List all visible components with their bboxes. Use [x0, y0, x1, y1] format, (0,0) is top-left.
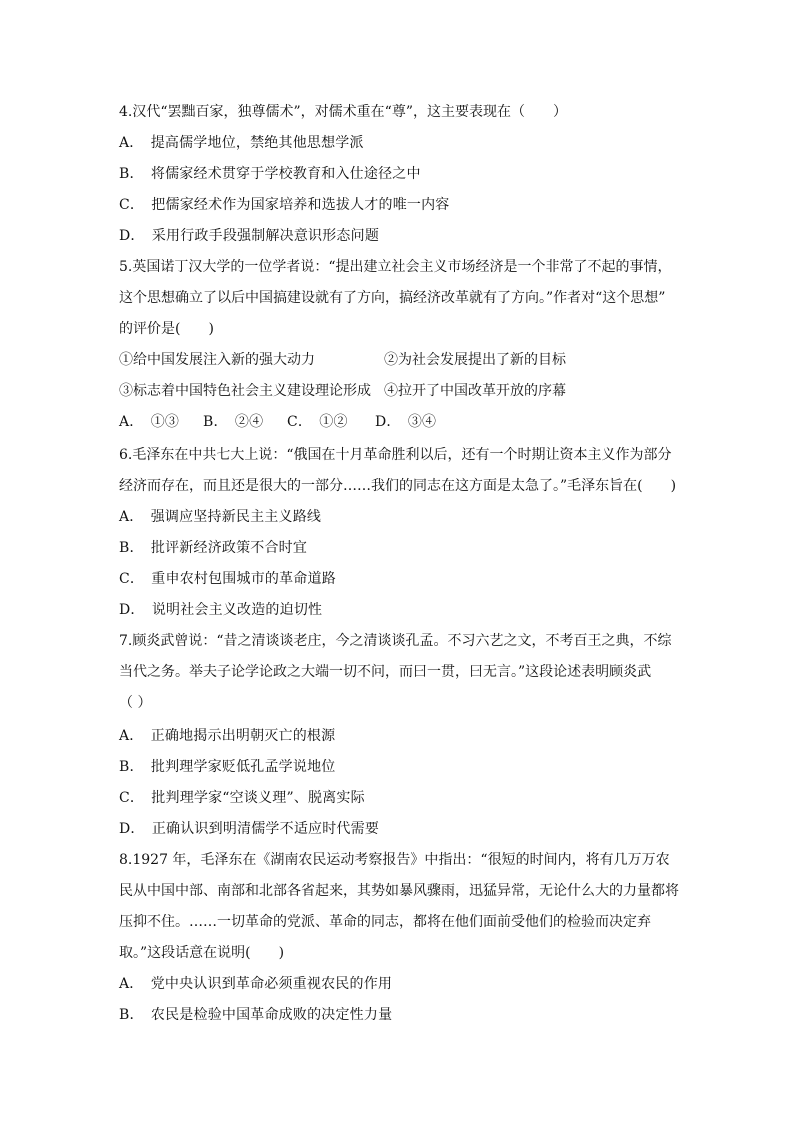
question-6-option-d: D． 说明社会主义改造的迫切性	[119, 602, 323, 618]
question-7-option-a: A． 正确地揭示出明朝灭亡的根源	[119, 728, 336, 744]
question-8-stem-line-2: 民从中国中部、南部和北部各省起来，其势如暴风骤雨，迅猛异常，无论什么大的力量都将	[119, 883, 679, 899]
question-4-option-c: C． 把儒家经术作为国家培养和选拔人才的唯一内容	[119, 197, 450, 213]
question-5-item-4: ④拉开了中国改革开放的序幕	[384, 383, 566, 399]
question-7-stem-line-1: 7.顾炎武曾说：“昔之清谈谈老庄，今之清谈谈孔孟。不习六艺之文，不考百王之典，不综	[119, 633, 672, 649]
question-8-option-b: B． 农民是检验中国革命成败的决定性力量	[119, 1007, 393, 1023]
question-5-option-c: C． ①②	[287, 414, 348, 430]
question-5-stem-line-3: 的评价是( )	[119, 321, 214, 337]
question-5-item-1: ①给中国发展注入新的强大动力	[119, 352, 315, 368]
question-4-option-a: A． 提高儒学地位，禁绝其他思想学派	[119, 135, 364, 151]
question-5-option-d: D． ③④	[375, 414, 437, 430]
question-7-option-c: C． 批判理学家“空谈义理”、脱离实际	[119, 790, 365, 806]
question-5-item-3: ③标志着中国特色社会主义建设理论形成	[119, 383, 371, 399]
question-6-option-a: A． 强调应坚持新民主主义路线	[119, 509, 322, 525]
question-6-stem-line-2: 经济而存在，而且还是很大的一部分……我们的同志在这方面是太急了。”毛泽东旨在( )	[119, 478, 677, 494]
question-7-option-b: B． 批判理学家贬低孔孟学说地位	[119, 759, 336, 775]
question-6-option-b: B． 批评新经济政策不合时宜	[119, 540, 308, 556]
question-5-stem-line-1: 5.英国诺丁汉大学的一位学者说：“提出建立社会主义市场经济是一个非常了不起的事情，	[119, 259, 672, 275]
question-7-option-d: D． 正确认识到明清儒学不适应时代需要	[119, 821, 380, 837]
question-5-stem-line-2: 这个思想确立了以后中国搞建设就有了方向，搞经济改革就有了方向。”作者对“这个思想”	[119, 290, 666, 306]
question-7-stem-line-3: （ ）	[119, 695, 152, 711]
question-7-stem-line-2: 当代之务。举夫子论学论政之大端一切不问，而曰一贯，曰无言。”这段论述表明顾炎武	[119, 664, 652, 680]
question-8-stem-line-1: 8.1927 年，毛泽东在《湖南农民运动考察报告》中指出：“很短的时间内，将有几万万农	[119, 852, 670, 868]
question-5-option-b: B． ②④	[203, 414, 264, 430]
question-8-option-a: A． 党中央认识到革命必须重视农民的作用	[119, 976, 393, 992]
question-4-option-b: B． 将儒家经术贯穿于学校教育和入仕途径之中	[119, 166, 421, 182]
question-4-option-d: D． 采用行政手段强制解决意识形态问题	[119, 228, 380, 244]
question-8-stem-line-3: 压抑不住。……一切革命的党派、革命的同志，都将在他们面前受他们的检验而决定弃	[119, 914, 651, 930]
question-5-option-a: A． ①③	[119, 414, 180, 430]
question-8-stem-line-4: 取。”这段话意在说明( )	[119, 945, 285, 961]
question-4-stem: 4.汉代“罢黜百家，独尊儒术”，对儒术重在“尊”，这主要表现在（ ）	[119, 104, 567, 120]
question-5-item-2: ②为社会发展提出了新的目标	[384, 352, 566, 368]
question-6-option-c: C． 重申农村包围城市的革命道路	[119, 571, 336, 587]
question-6-stem-line-1: 6.毛泽东在中共七大上说：“俄国在十月革命胜利以后，还有一个时期让资本主义作为部分	[119, 447, 672, 463]
